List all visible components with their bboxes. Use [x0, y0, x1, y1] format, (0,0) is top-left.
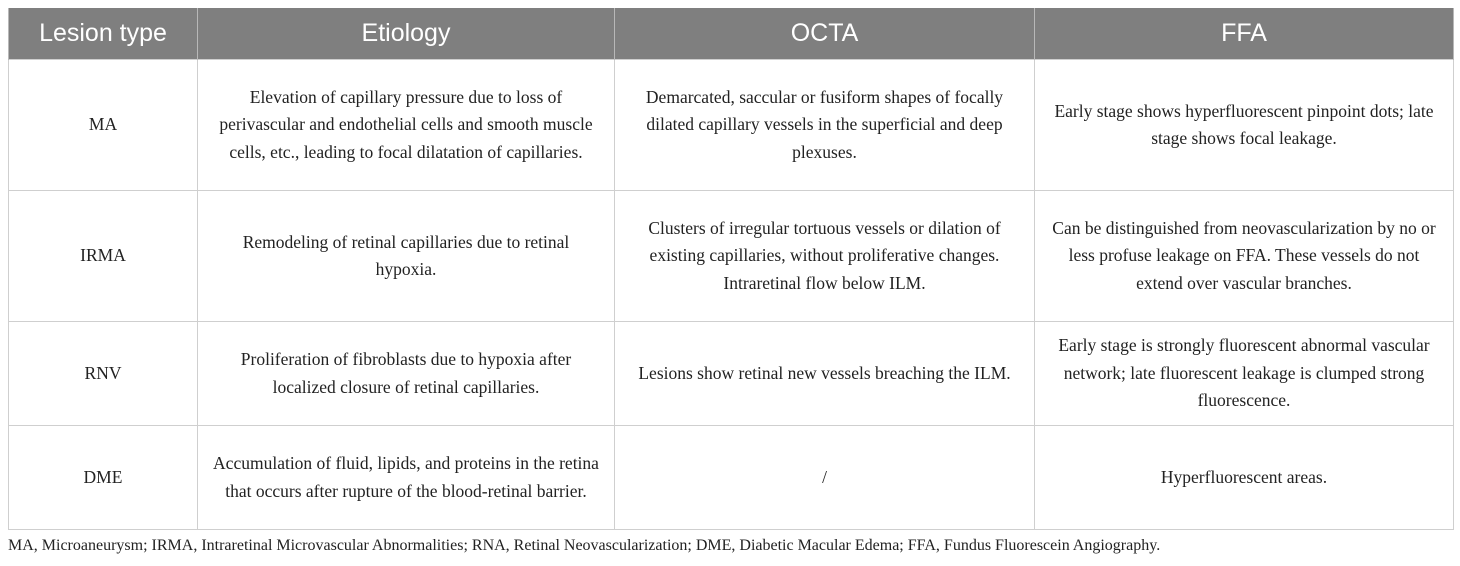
cell-ffa: Early stage shows hyperfluorescent pinpoint dots; late stage shows focal leakage. — [1035, 60, 1454, 191]
table-footnote: MA, Microaneurysm; IRMA, Intraretinal Microvascular Abnormalities; RNA, Retinal Neovascularization; DME, Diabetic Macular Edema; FFA, Fundus Fluorescein Angiography. — [8, 537, 1161, 554]
table-row — [9, 322, 1454, 426]
lesion-table-container — [8, 8, 1453, 530]
table-row — [9, 426, 1454, 530]
header-etiology: Etiology — [198, 8, 615, 60]
cell-octa: / — [615, 426, 1035, 530]
cell-ffa: Early stage is strongly fluorescent abnormal vascular network; late fluorescent leakage is clumped strong fluorescence. — [1035, 322, 1454, 426]
cell-lesion: IRMA — [9, 191, 198, 322]
table-row — [9, 60, 1454, 191]
cell-octa: Clusters of irregular tortuous vessels or dilation of existing capillaries, without proliferative changes. Intraretinal flow below ILM. — [615, 191, 1035, 322]
cell-etiology: Accumulation of fluid, lipids, and proteins in the retina that occurs after rupture of the blood-retinal barrier. — [198, 426, 615, 530]
table-row — [9, 191, 1454, 322]
cell-etiology: Proliferation of fibroblasts due to hypoxia after localized closure of retinal capillaries. — [198, 322, 615, 426]
cell-ffa: Hyperfluorescent areas. — [1035, 426, 1454, 530]
cell-octa: Demarcated, saccular or fusiform shapes of focally dilated capillary vessels in the superficial and deep plexuses. — [615, 60, 1035, 191]
header-lesion-type: Lesion type — [9, 8, 198, 60]
cell-lesion: DME — [9, 426, 198, 530]
cell-lesion: MA — [9, 60, 198, 191]
cell-etiology: Remodeling of retinal capillaries due to retinal hypoxia. — [198, 191, 615, 322]
header-ffa: FFA — [1035, 8, 1454, 60]
table-header-row — [9, 8, 1454, 60]
header-octa: OCTA — [615, 8, 1035, 60]
cell-octa: Lesions show retinal new vessels breaching the ILM. — [615, 322, 1035, 426]
cell-etiology: Elevation of capillary pressure due to loss of perivascular and endothelial cells and smooth muscle cells, etc., leading to focal dilatation of capillaries. — [198, 60, 615, 191]
cell-ffa: Can be distinguished from neovascularization by no or less profuse leakage on FFA. These vessels do not extend over vascular branches. — [1035, 191, 1454, 322]
lesion-table — [8, 8, 1454, 530]
cell-lesion: RNV — [9, 322, 198, 426]
